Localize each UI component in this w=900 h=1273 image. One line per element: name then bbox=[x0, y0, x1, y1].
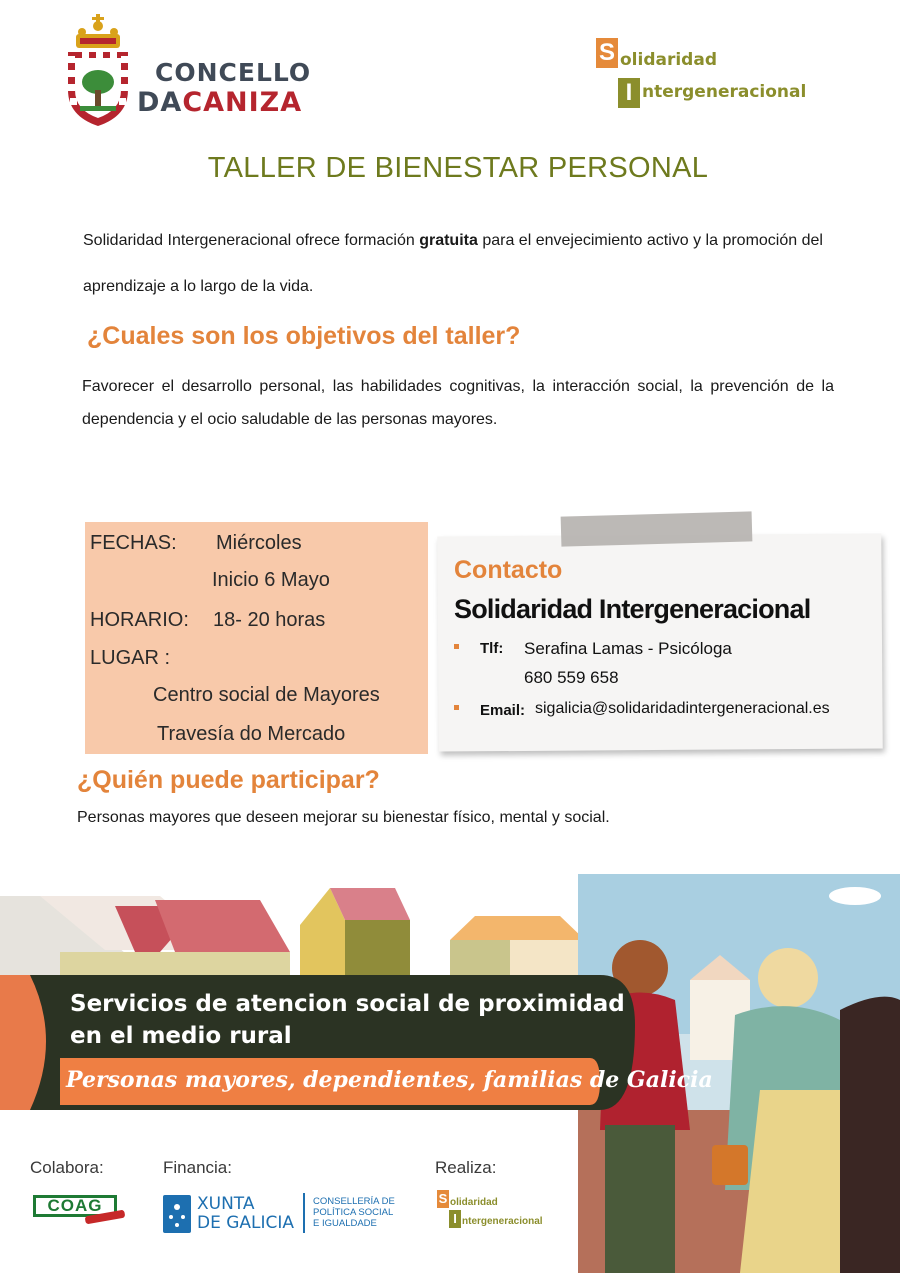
colabora-label: Colabora: bbox=[30, 1158, 104, 1177]
banner-title-line2: en el medio rural bbox=[70, 1023, 292, 1049]
tlf-name: Serafina Lamas - Psicóloga bbox=[524, 639, 732, 658]
objetivos-heading: ¿Cuales son los objetivos del taller? bbox=[87, 322, 521, 350]
contact-heading: Contacto bbox=[454, 556, 563, 584]
xunta-text: XUNTA DE GALICIA bbox=[197, 1194, 295, 1233]
quien-heading: ¿Quién puede participar? bbox=[77, 766, 380, 794]
coag-logo bbox=[33, 1195, 125, 1225]
contact-org-name: Solidaridad Intergeneracional bbox=[454, 594, 811, 624]
lugar-line1: Centro social de Mayores bbox=[153, 684, 380, 706]
banner-subtitle: Personas mayores, dependientes, familias de Galicia bbox=[66, 1067, 713, 1093]
email-label: Email: bbox=[480, 702, 526, 719]
galicia-shield-icon bbox=[163, 1195, 191, 1233]
info-box bbox=[85, 522, 428, 754]
email-link[interactable]: sigalicia@solidaridadintergeneracional.es bbox=[535, 700, 830, 717]
solidaridad-intergeneracional-logo bbox=[596, 38, 826, 118]
concello-logo-text bbox=[137, 58, 311, 118]
tlf-label: Tlf: bbox=[480, 640, 504, 657]
conselleria-text: CONSELLERÍA DE POLÍTICA SOCIAL E IGUALDADE bbox=[313, 1196, 395, 1229]
realiza-label: Realiza: bbox=[435, 1158, 497, 1177]
concello-line2: DACANIZA bbox=[137, 87, 303, 118]
horario-label: HORARIO: bbox=[90, 609, 189, 631]
xunta-separator bbox=[303, 1193, 305, 1233]
tlf-number[interactable]: 680 559 658 bbox=[524, 668, 619, 687]
si-logo-word1: olidaridad bbox=[620, 50, 717, 70]
banner-title-line1: Servicios de atencion social de proximidad bbox=[70, 991, 625, 1017]
objetivos-text: Favorecer el desarrollo personal, las habilidades cognitivas, la interacción social, la prevención de la dependencia y el ocio saludable de las personas mayores. bbox=[82, 378, 834, 428]
si-logo-letter-i: I bbox=[618, 78, 640, 108]
inicio-value: Inicio 6 Mayo bbox=[212, 569, 330, 591]
solidaridad-intergeneracional-small-logo: S olidaridad I ntergeneracional bbox=[438, 1191, 543, 1227]
xunta-galicia-logo bbox=[163, 1193, 405, 1235]
bullet-icon bbox=[454, 705, 459, 710]
financia-label: Financia: bbox=[163, 1158, 232, 1177]
bullet-icon bbox=[454, 644, 459, 649]
coag-wordmark: COAG bbox=[33, 1195, 117, 1217]
concello-line1: CONCELLO bbox=[155, 58, 312, 87]
quien-text: Personas mayores que deseen mejorar su bienestar físico, mental y social. bbox=[77, 809, 610, 826]
si-logo-word2: ntergeneracional bbox=[642, 82, 807, 102]
lugar-label: LUGAR : bbox=[90, 647, 171, 669]
intro-paragraph: Solidaridad Intergeneracional ofrece formación gratuita para el envejecimiento activo y la promoción del aprendizaje a lo largo de la vida. bbox=[83, 232, 823, 295]
banner-title bbox=[70, 988, 625, 1052]
fechas-label: FECHAS: bbox=[90, 532, 177, 554]
page-title: TALLER DE BIENESTAR PERSONAL bbox=[207, 152, 709, 184]
lugar-line2: Travesía do Mercado bbox=[157, 723, 346, 745]
concello-coat-of-arms-icon bbox=[62, 12, 134, 128]
si-logo-letter-s: S bbox=[596, 38, 618, 68]
contact-card-tape bbox=[561, 511, 753, 546]
intro-bold: gratuita bbox=[419, 232, 478, 249]
fechas-value: Miércoles bbox=[216, 532, 302, 554]
horario-value: 18- 20 horas bbox=[213, 609, 326, 631]
